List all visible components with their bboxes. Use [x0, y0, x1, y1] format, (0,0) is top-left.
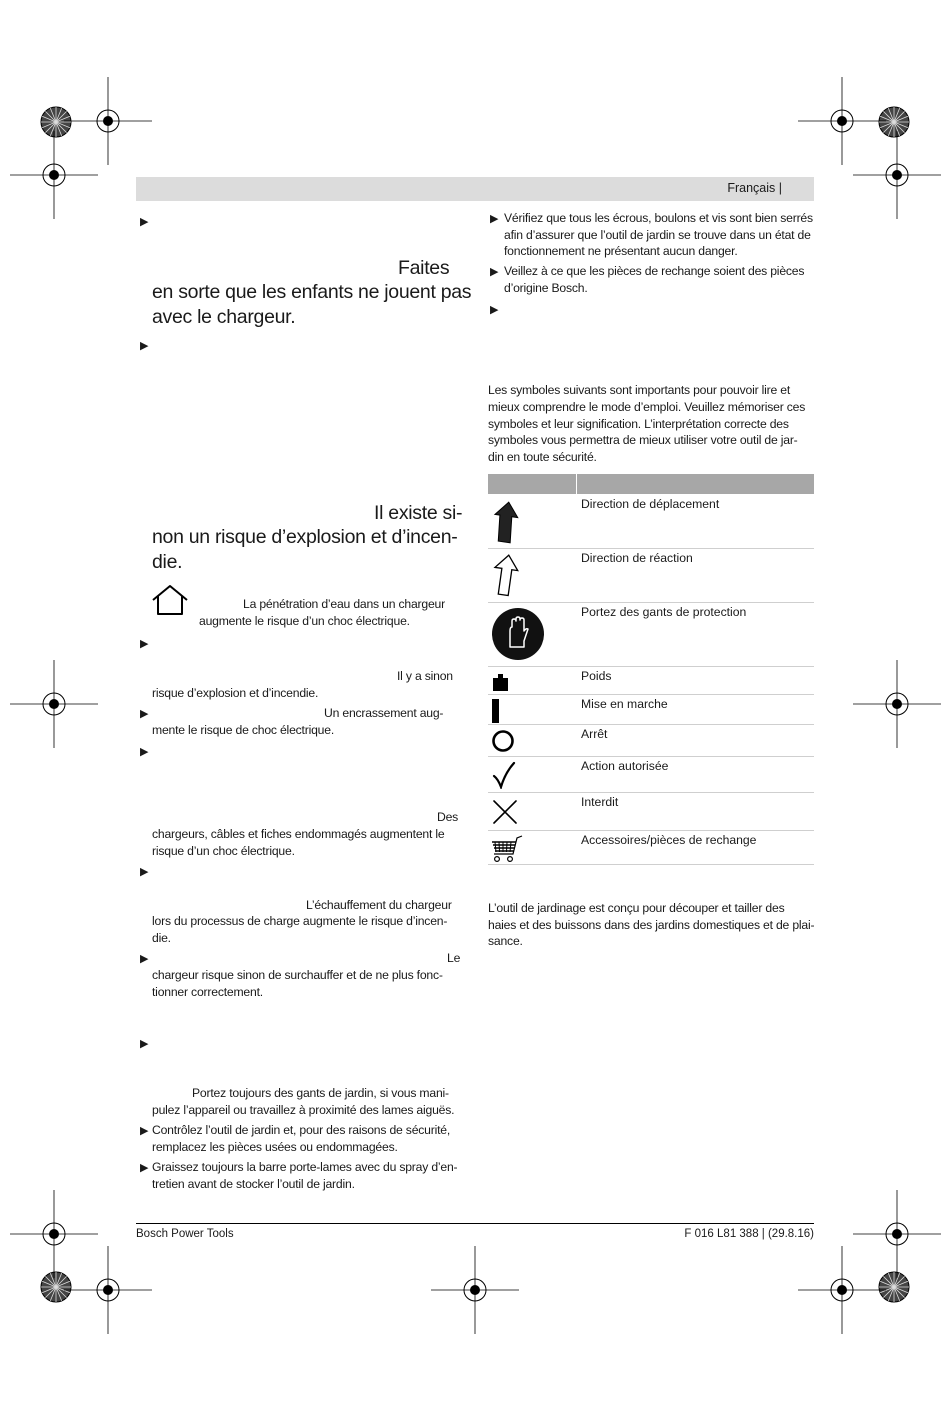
body-text: Les symboles suivants sont importants pour pouvoir lire et [488, 383, 791, 397]
bullet-icon: ▶ [140, 638, 149, 650]
body-text: tionner correctement. [152, 985, 263, 999]
body-text: L’échauffement du chargeur [306, 898, 452, 912]
body-text: fonctionnement ne présentant aucun danger. [504, 244, 738, 258]
bullet-icon: ▶ [140, 708, 149, 720]
symbol-label: Poids [581, 669, 612, 683]
body-text: Veillez à ce que les pièces de rechange soient des pièces [504, 264, 805, 278]
body-text: Il y a sinon [397, 669, 453, 683]
body-text: tretien avant de stocker l’outil de jardin. [152, 1177, 355, 1191]
symbol-table-header [488, 474, 814, 494]
footer-brand: Bosch Power Tools [136, 1228, 234, 1240]
symbol-label: Interdit [581, 795, 619, 809]
body-text: Contrôlez l’outil de jardin et, pour des raisons de sécurité, [152, 1123, 451, 1137]
warning-text: die. [152, 551, 183, 573]
body-text: risque d’explosion et d’incendie. [152, 686, 319, 700]
body-text: mente le risque de choc électrique. [152, 723, 335, 737]
body-text: Le [447, 951, 461, 965]
symbol-label: Arrêt [581, 727, 608, 741]
shopping-cart-icon [489, 834, 525, 864]
row-divider [488, 792, 814, 793]
body-text: Portez toujours des gants de jardin, si vous mani- [192, 1086, 449, 1100]
bullet-icon: ▶ [140, 953, 149, 965]
symbol-label: Direction de déplacement [581, 497, 720, 511]
row-divider [488, 548, 814, 549]
filled-arrow-up-icon [492, 500, 520, 544]
warning-text: avec le chargeur. [152, 306, 296, 328]
row-divider [488, 724, 814, 725]
body-text: afin d’assurer que l’outil de jardin se trouve dans un état de [504, 228, 811, 242]
checkmark-icon [491, 761, 517, 789]
symbol-label: Action autorisée [581, 759, 669, 773]
weight-icon [491, 672, 511, 692]
off-circle-icon [491, 729, 515, 753]
body-text: risque d’un choc électrique. [152, 844, 295, 858]
symbol-label: Mise en marche [581, 697, 668, 711]
body-text: lors du processus de charge augmente le risque d’incen- [152, 914, 448, 928]
body-text: remplacez les pièces usées ou endommagées. [152, 1140, 398, 1154]
body-text: Des [437, 810, 459, 824]
bullet-icon: ▶ [490, 266, 499, 278]
body-text: mieux comprendre le mode d’emploi. Veuillez mémoriser ces [488, 400, 806, 414]
footer-rule [136, 1223, 814, 1224]
row-divider [488, 602, 814, 603]
body-text: augmente le risque d’un choc électrique. [199, 614, 410, 628]
indoor-use-icon [151, 584, 189, 616]
body-text: chargeur risque sinon de surchauffer et de ne plus fonc- [152, 968, 443, 982]
bullet-icon: ▶ [140, 1038, 149, 1050]
body-text: symboles vous permettra de mieux utiliser votre outil de jar- [488, 433, 798, 447]
warning-text: Faites [398, 257, 450, 279]
row-divider [488, 666, 814, 667]
body-text: Un encrassement aug- [324, 706, 444, 720]
row-divider [488, 864, 814, 865]
warning-text: Il existe si- [374, 502, 463, 524]
warning-text: non un risque d’explosion et d’incen- [152, 526, 458, 548]
bullet-icon: ▶ [140, 340, 149, 352]
body-text: L’outil de jardinage est conçu pour découper et tailler des [488, 901, 785, 915]
bullet-icon: ▶ [140, 746, 149, 758]
body-text: sance. [488, 934, 523, 948]
symbol-label: Direction de réaction [581, 551, 693, 565]
body-text: pulez l’appareil ou travaillez à proximité des lames aiguës. [152, 1103, 455, 1117]
row-divider [488, 756, 814, 757]
symbol-label: Portez des gants de protection [581, 605, 747, 619]
body-text: Graissez toujours la barre porte-lames avec du spray d’en- [152, 1160, 458, 1174]
bullet-icon: ▶ [140, 866, 149, 878]
body-text: Vérifiez que tous les écrous, boulons et vis sont bien serrés [504, 211, 813, 225]
body-text: die. [152, 931, 171, 945]
warning-text: en sorte que les enfants ne jouent pas [152, 281, 472, 303]
row-divider [488, 694, 814, 695]
footer-doc-number: F 016 L81 388 | (29.8.16) [684, 1228, 814, 1240]
section-label: Français | [727, 181, 782, 195]
bullet-icon: ▶ [490, 304, 499, 316]
bullet-icon: ▶ [140, 216, 149, 228]
header-band [136, 177, 814, 201]
body-text: haies et des buissons dans des jardins domestiques et de plai- [488, 918, 815, 932]
body-text: chargeurs, câbles et fiches endommagés augmentent le [152, 827, 445, 841]
body-text: symboles et leur signification. L’interprétation correcte des [488, 417, 789, 431]
switch-on-icon [491, 698, 503, 724]
gloves-icon [491, 607, 545, 661]
body-text: La pénétration d’eau dans un chargeur [243, 597, 445, 611]
cross-icon [491, 798, 519, 826]
row-divider [488, 830, 814, 831]
bullet-icon: ▶ [140, 1125, 149, 1137]
bullet-icon: ▶ [140, 1162, 149, 1174]
body-text: din en toute sécurité. [488, 450, 597, 464]
body-text: d’origine Bosch. [504, 281, 588, 295]
bullet-icon: ▶ [490, 213, 499, 225]
symbol-label: Accessoires/pièces de rechange [581, 833, 757, 847]
outline-arrow-up-icon [492, 553, 520, 597]
